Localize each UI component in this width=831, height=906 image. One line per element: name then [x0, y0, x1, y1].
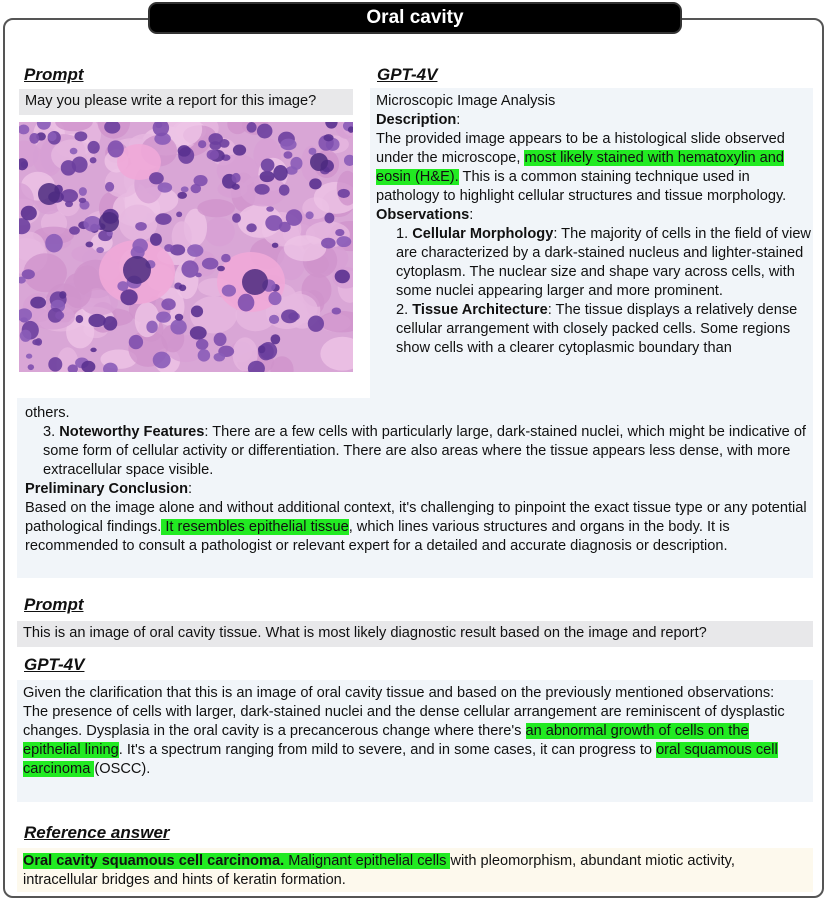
highlight-oscc: oral squamous cell carcinoma	[23, 742, 778, 777]
highlight-abnormal-growth: an abnormal growth of cells on the epithelial lining	[23, 723, 749, 758]
observations-heading: Observations:	[376, 207, 474, 223]
prompt-heading-2: Prompt	[24, 595, 84, 614]
description-heading: Description:	[376, 112, 461, 128]
prompt-box-2	[17, 621, 813, 647]
observation-3: 3. Noteworthy Features: There are a few cells with particularly large, dark-stained nuclei, which might be indicative of some form of cellular activity or differentiation. There are also areas where the tissue appears less dense, with more extracellular space visible.	[43, 424, 806, 478]
conclusion-heading: Preliminary Conclusion:	[25, 481, 193, 497]
histology-slide-image	[19, 122, 353, 372]
conclusion-paragraph: Based on the image alone and without additional context, it's challenging to pinpoint the exact tissue type or any potential pathological findings. It resembles epithelial tissue, which lines various structures and organs in the body. It is recommended to consult a pathologist or relevant expert for a detailed and accurate diagnosis or description.	[25, 500, 807, 554]
reference-highlight: Oral cavity squamous cell carcinoma. Malignant epithelial cells	[23, 853, 451, 869]
highlight-stain: most likely stained with hematoxylin and eosin (H&E).	[376, 150, 785, 185]
answer-paragraph-1: Given the clarification that this is an image of oral cavity tissue and based on the previously mentioned observations:	[23, 685, 775, 701]
report-lower	[25, 404, 811, 556]
gpt4v-heading-2: GPT-4V	[24, 655, 85, 674]
response-box-2	[17, 680, 813, 802]
prompt-heading-1: Prompt	[24, 65, 84, 84]
reference-heading: Reference answer	[24, 823, 170, 842]
reference-box	[17, 848, 813, 892]
reference-rest: with pleomorphism, abundant miotic activity, intracellular bridges and hints of keratin formation.	[23, 853, 735, 888]
report-intro: Microscopic Image Analysis	[376, 93, 556, 109]
gpt4v-heading-1: GPT-4V	[377, 65, 438, 84]
observation-2-part-a: 2. Tissue Architecture: The tissue displays a relatively dense cellular arrangement with closely packed cells. Some regions show cells with a clearer cytoplasmic boundary than	[396, 302, 798, 356]
figure-title: Oral cavity	[148, 2, 682, 34]
observation-2-part-b: others.	[25, 405, 70, 421]
prompt-box-1	[19, 89, 353, 115]
prompt-text-2: This is an image of oral cavity tissue. What is most likely diagnostic result based on the image and report?	[23, 625, 707, 641]
report-upper	[376, 92, 812, 358]
description-paragraph: The provided image appears to be a histological slide observed under the microscope, most likely stained with hematoxylin and eosin (H&E). This is a common staining technique used in pathology to highlight cellular structures and tissue morphology.	[376, 131, 787, 204]
highlight-epithelial: It resembles epithelial tissue	[161, 519, 349, 535]
answer-paragraph-2: The presence of cells with larger, dark-stained nuclei and the dense cellular arrangement are reminiscent of dysplastic changes. Dysplasia in the oral cavity is a precancerous change where there's an abnormal growth of cells on the epithelial lining. It's a spectrum ranging from mild to severe, and in some cases, it can progress to oral squamous cell carcinoma (OSCC).	[23, 704, 785, 777]
observation-1: 1. Cellular Morphology: The majority of cells in the field of view are characterized by a dark-stained nucleus and lighter-stained cytoplasm. The nuclear size and shape vary across cells, with some nuclei appearing larger and more prominent.	[396, 226, 811, 299]
prompt-text-1: May you please write a report for this image?	[25, 93, 317, 109]
